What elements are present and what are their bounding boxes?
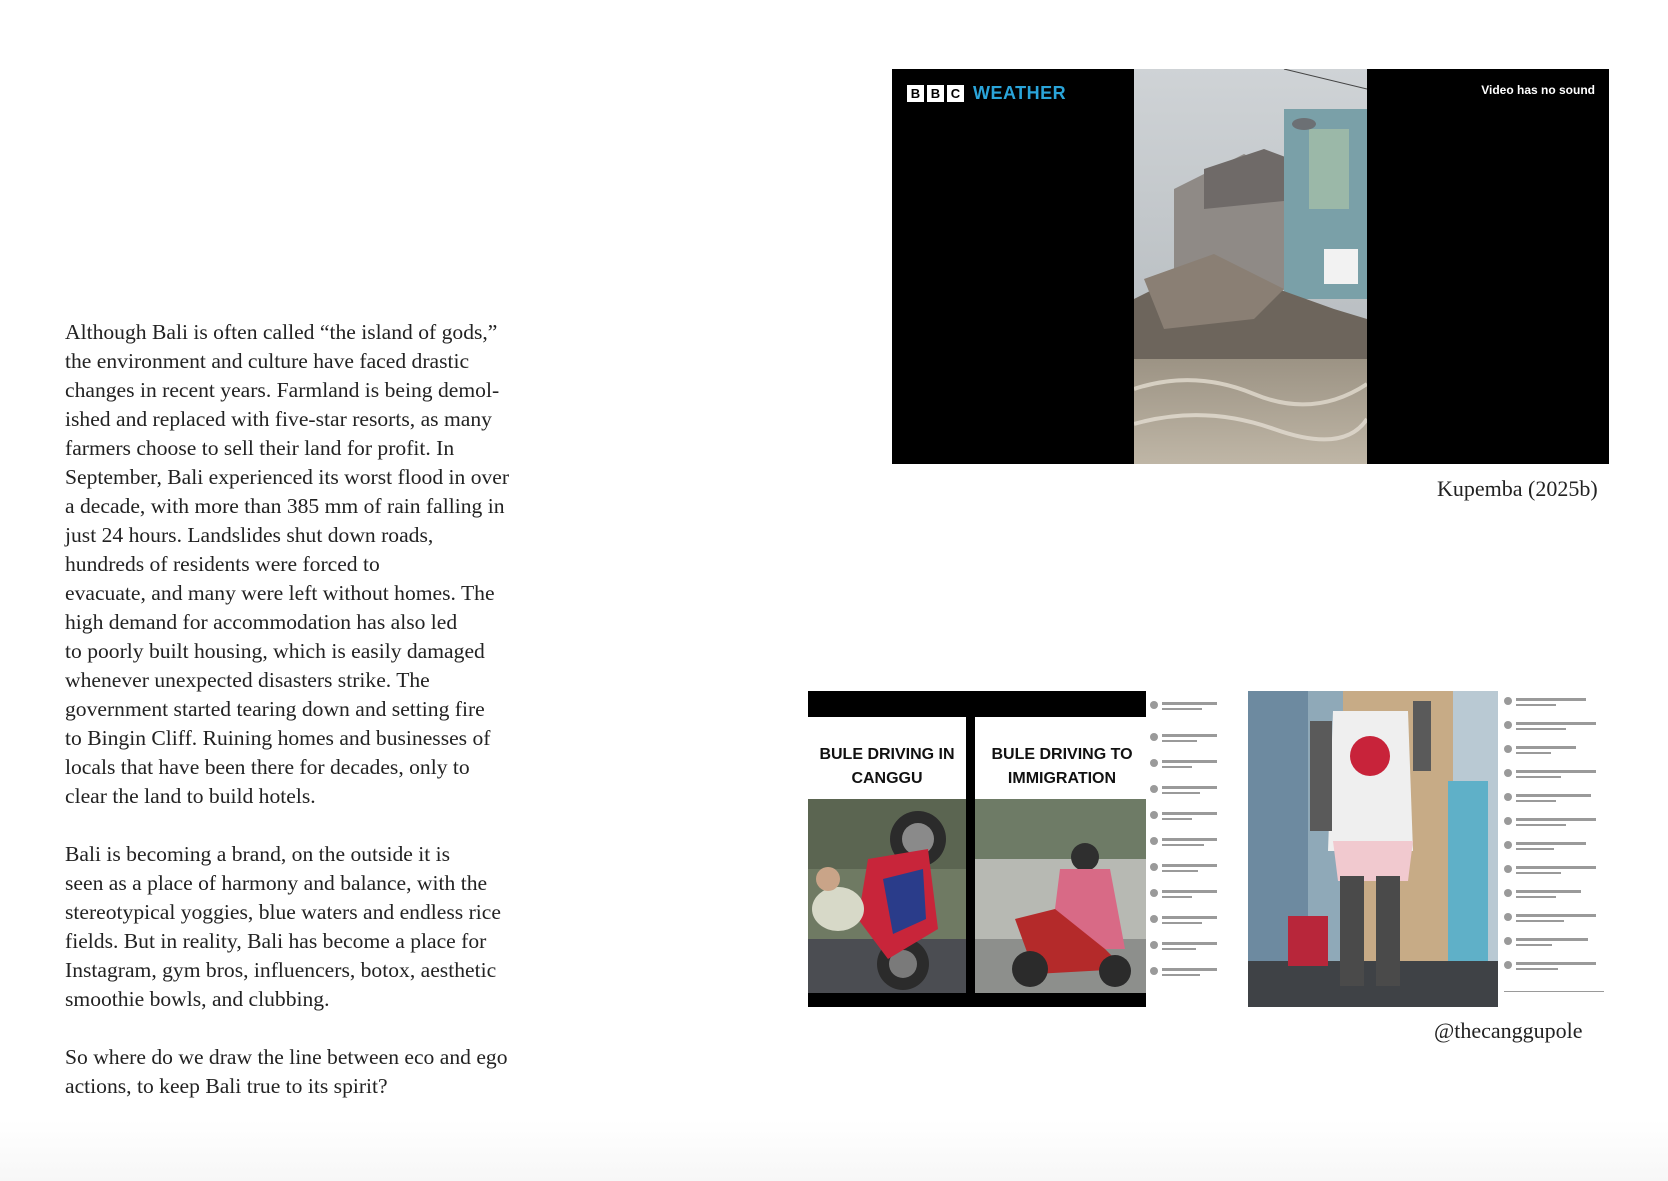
- article-body: [65, 318, 585, 1130]
- bbc-letter-c: C: [947, 85, 964, 102]
- motorbike-wheelie-image: [808, 799, 966, 993]
- meme-left-label: BULE DRIVING IN CANGGU: [819, 746, 955, 787]
- comments-column-image: [1148, 691, 1223, 1007]
- meme-divider: [966, 717, 975, 1007]
- bbc-weather-logo: [907, 83, 1066, 104]
- bbc-letter-b1: B: [907, 85, 924, 102]
- video-caption: Kupemba (2025b): [1437, 476, 1598, 501]
- bbc-weather-word: WEATHER: [973, 83, 1067, 103]
- tattooed-man-photo: [1248, 691, 1498, 1007]
- no-sound-label: Video has no sound: [1481, 83, 1595, 97]
- paragraph-floods: Although Bali is often called “the island of gods,” the environment and culture have faced drastic changes in recent years. Farmland is being demol- ished and replaced with five-star resorts, as many farmers choose to sell their land for profit. In September, Bali experienced its worst flood in over a decade, with more than 385 mm of rain falling in just 24 hours. Landslides shut down roads, hundreds of residents were forced to evacuate, and many were left without homes. The high demand for accommodation has also led to poorly built housing, which is easily damaged whenever unexpected disasters strike. The government started tearing down and setting fire to Bingin Cliff. Ruining homes and businesses of locals that have been there for decades, only to clear the land to build hotels.: [65, 320, 510, 808]
- meme-bottom-bar: [808, 993, 1146, 1007]
- meme-screenshot: [808, 691, 1223, 1007]
- bbc-weather-video[interactable]: [892, 69, 1609, 464]
- bbc-letter-b2: B: [927, 85, 944, 102]
- flood-scene-image: [1134, 69, 1367, 464]
- paragraph-brand: Bali is becoming a brand, on the outside it is seen as a place of harmony and balance, with the stereotypical yoggies, blue waters and endless rice fields. But in reality, Bali has become a place for Instagram, gym bros, influencers, botox, aesthetic smoothie bowls, and clubbing.: [65, 842, 501, 1011]
- instagram-post-screenshot: [1248, 691, 1610, 1007]
- meme-right-label: BULE DRIVING TO IMMIGRATION: [991, 746, 1133, 787]
- social-caption: @thecanggupole: [1434, 1018, 1583, 1043]
- paragraph-question: So where do we draw the line between eco and ego actions, to keep Bali true to its spirit?: [65, 1045, 508, 1098]
- scooter-raincoat-image: [975, 799, 1146, 993]
- meme-top-bar: [808, 691, 1146, 717]
- instagram-comments-image: [1500, 691, 1610, 1007]
